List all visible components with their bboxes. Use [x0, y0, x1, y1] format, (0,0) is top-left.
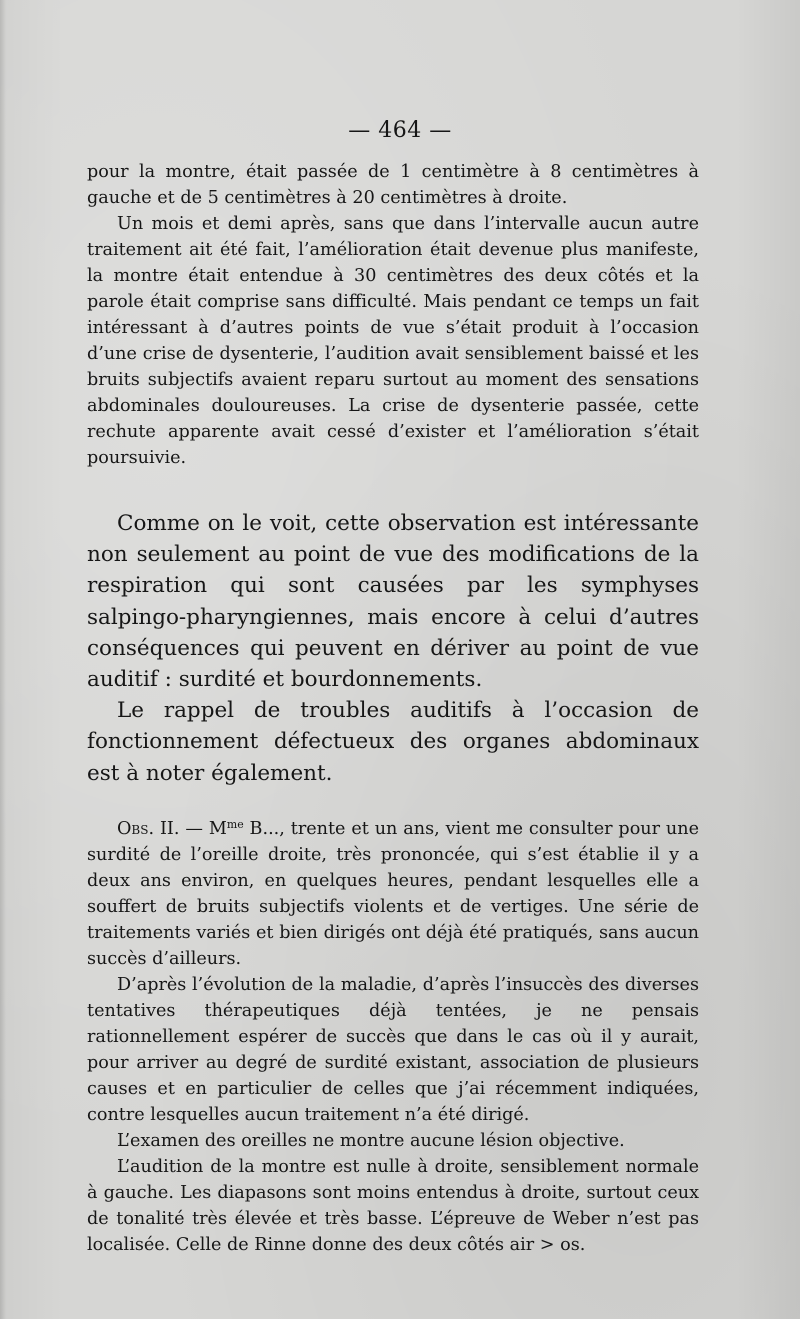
paragraph: L’examen des oreilles ne montre aucune lésion objective.	[117, 1131, 625, 1151]
paragraph: Un mois et demi après, sans que dans l’intervalle aucun autre traitement ait été fait, l’amélioration était devenue plus manifeste, la montre était entendue à 30 centimètres des deux côtés et la parole était comprise sans difficulté. Mais pendant ce temps un fait intéressant à d’autres points de vue s’était produit à l’occasion d’une crise de dysenterie, l’audition avait sensiblement baissé et les bruits subjectifs avaient reparu surtout au moment des sensations abdominales douloureuses. La crise de dysenterie passée, cette rechute apparente avait cessé d’exister et l’amélioration s’était poursuivie.	[87, 214, 699, 468]
paragraph: D’après l’évolution de la maladie, d’après l’insuccès des diverses tentatives thérapeutiques déjà tentées, je ne pensais rationnellement espérer de succès que dans le cas où il y aurait, pour arriver au degré de surdité existant, association de plusieurs causes et en particulier de celles que j’ai récemment indiquées, contre lesquelles aucun traitement n’a été dirigé.	[87, 975, 699, 1125]
paragraph: L’audition de la montre est nulle à droite, sensiblement normale à gauche. Les diapasons sont moins entendus à droite, surtout ceux de tonalité très élevée et très basse. L’épreuve de Weber n’est pas localisée. Celle de Rinne donne des deux côtés air > os.	[87, 1157, 699, 1255]
patient-title: M	[208, 819, 227, 839]
continued-observation-text	[87, 159, 699, 471]
commentary-text	[87, 508, 699, 789]
observation-ii-text	[87, 812, 699, 1258]
paragraph: Le rappel de troubles auditifs à l’occasion de fonctionnement défectueux des organes abdominaux est à noter également.	[87, 698, 699, 786]
page-edge-shadow	[0, 0, 6, 1319]
paragraph: pour la montre, était passée de 1 centimètre à 8 centimètres à gauche et de 5 centimètres à 20 centimètres à droite.	[87, 162, 699, 208]
observation-label: Obs. II.	[117, 819, 180, 839]
patient-title-superscript: me	[226, 818, 244, 831]
paragraph: Comme on le voit, cette observation est intéressante non seulement au point de vue des modifications de la respiration qui sont causées par les symphyses salpingo-pharyngiennes, mais encore à celui d’autres conséquences qui peuvent en dériver au point de vue auditif : surdité et bourdonnements.	[87, 511, 699, 693]
page-number: — 464 —	[348, 118, 452, 143]
observation-heading-paragraph	[87, 812, 699, 972]
observation-dash: —	[179, 819, 209, 839]
observation-body: B..., trente et un ans, vient me consulter pour une surdité de l’oreille droite, très prononcée, qui s’est établie il y a deux ans environ, en quelques heures, pendant lesquelles elle a souffert de bruits subjectifs violents et de vertiges. Une série de traitements variés et bien dirigés ont déjà été pratiqués, sans aucun succès d’ailleurs.	[87, 819, 700, 969]
